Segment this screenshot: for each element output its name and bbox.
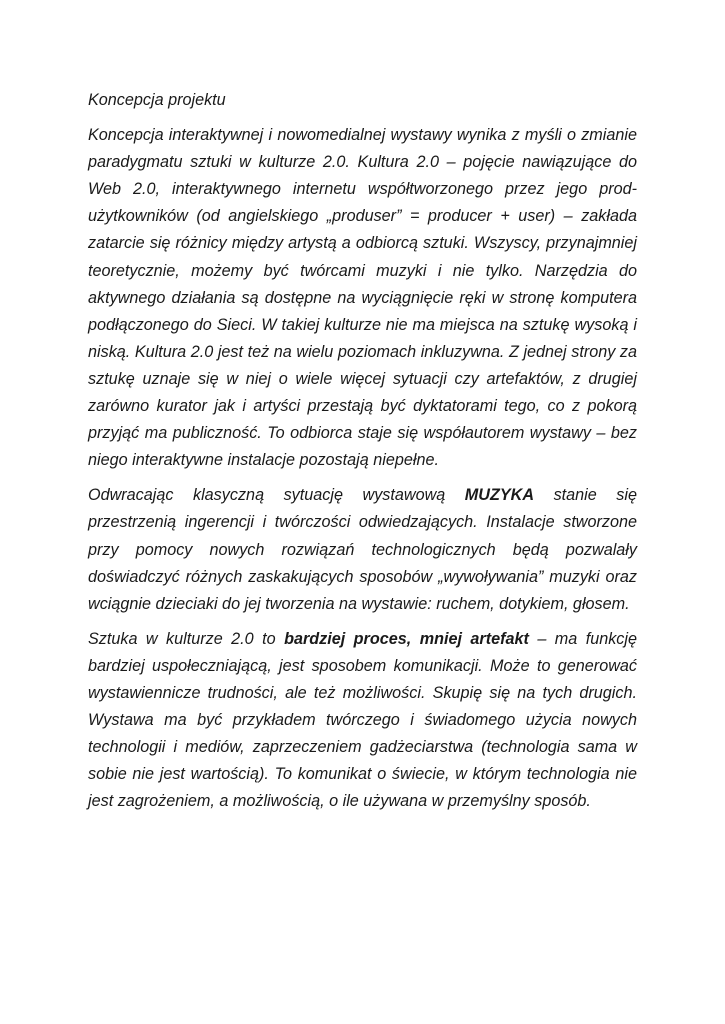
- paragraph-art-process-text-end: – ma funkcję bardziej uspołeczniającą, jest sposobem komunikacji. Może to generować wystawiennicze trudności, ale też możliwości. Skupię się na tych drugich. Wystawa ma być przykładem twórczego i świadomego użycia nowych technologii i mediów, zaprzeczeniem gadżeciarstwa (technologia sama w sobie nie jest wartością). To komunikat o świecie, w którym technologia nie jest zagrożeniem, a możliwością, o ile używana w przemyślny sposób.: [88, 629, 637, 811]
- document-body: [88, 87, 637, 823]
- paragraph-exhibition: [88, 482, 637, 617]
- paragraph-art-process: [88, 626, 637, 816]
- paragraph-exhibition-text-end: stanie się przestrzenią ingerencji i twórczości odwiedzających. Instalacje stworzone przy pomocy nowych rozwiązań technologicznych będą pozwalały doświadczyć różnych zaskakujących sposobów „wywoływania” muzyki oraz wciągnie dzieciaki do jej tworzenia na wystawie: ruchem, dotykiem, głosem.: [88, 486, 637, 613]
- section-heading: Koncepcja projektu: [88, 91, 226, 109]
- paragraph-art-process-text-start: Sztuka w kulturze 2.0 to: [88, 629, 285, 648]
- exhibition-title: MUZYKA: [464, 486, 535, 505]
- emphasis-process: bardziej proces, mniej artefakt: [284, 629, 529, 648]
- paragraph-concept: Koncepcja interaktywnej i nowomedialnej wystawy wynika z myśli o zmianie paradygmatu sztuki w kulturze 2.0. Kultura 2.0 – pojęcie nawiązujące do Web 2.0, interaktywnego internetu współtworzonego przez jego prod-użytkowników (od angielskiego „produser” = producer + user) – zakłada zatarcie się różnicy między artystą a odbiorcą sztuki. Wszyscy, przynajmniej teoretycznie, możemy być twórcami muzyki i nie tylko. Narzędzia do aktywnego działania są dostępne na wyciągnięcie ręki w stronę komputera podłączonego do Sieci. W takiej kulturze nie ma miejsca na sztukę wysoką i niską. Kultura 2.0 jest też na wielu poziomach inkluzywna. Z jednej strony za sztukę uznaje się w niej o wiele więcej sytuacji czy artefaktów, z drugiej zarówno kurator jak i artyści przestają być dyktatorami tego, co z pokorą przyjąć ma publiczność. To odbiorca staje się współautorem wystawy – bez niego interaktywne instalacje pozostają niepełne.: [88, 126, 637, 470]
- paragraph-exhibition-text-start: Odwracając klasyczną sytuację wystawową: [88, 486, 465, 505]
